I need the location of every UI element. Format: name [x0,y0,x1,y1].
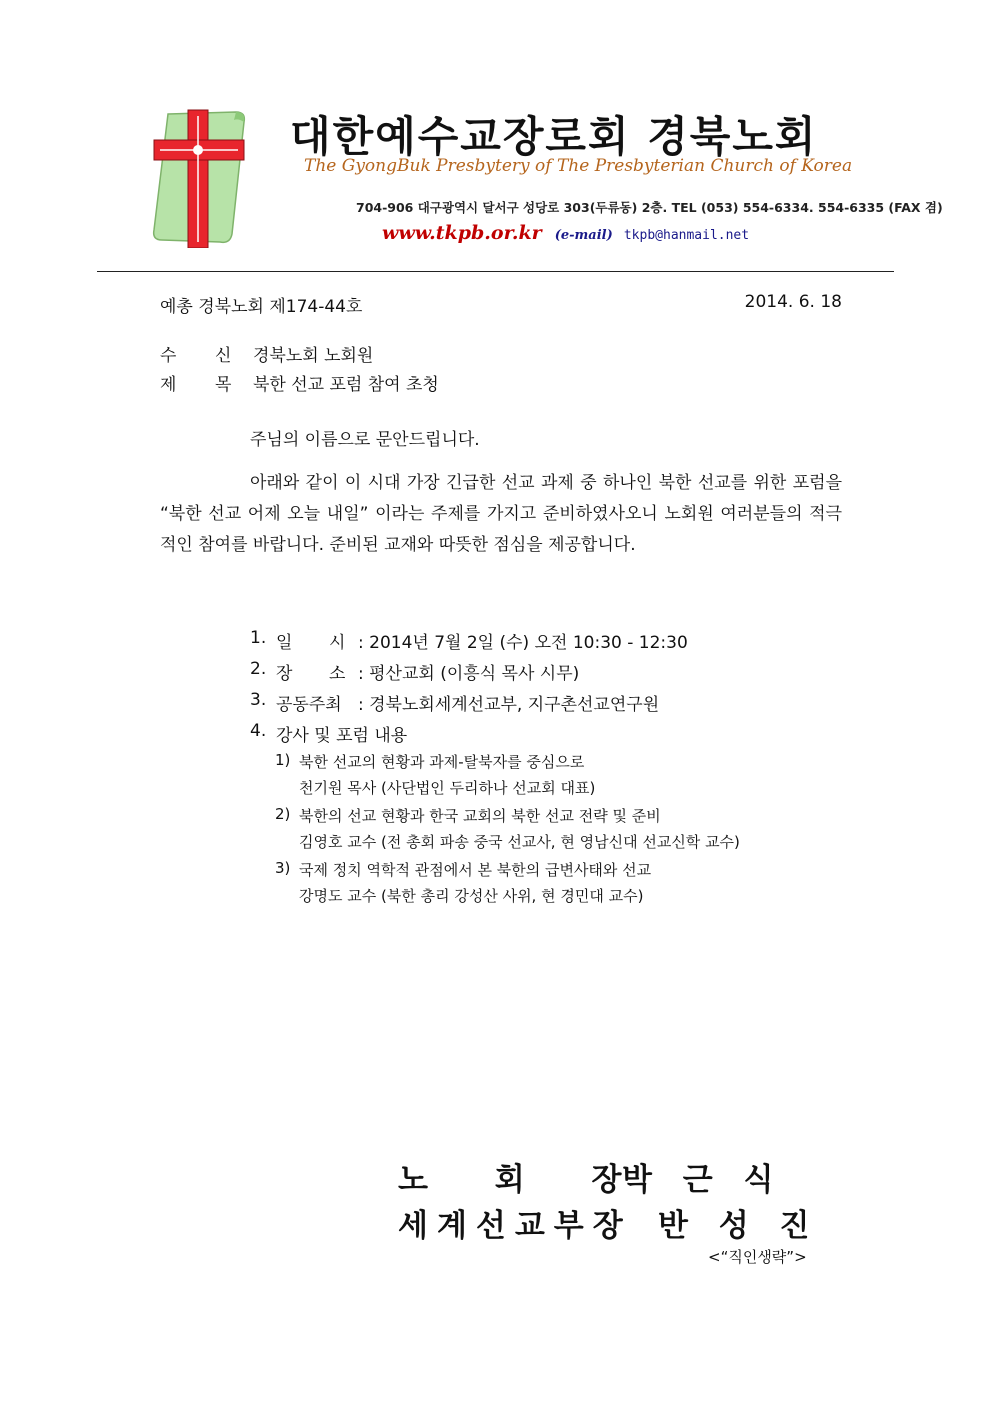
signer2-title: 세계선교부장 [398,1208,632,1244]
doc-date: 2014. 6. 18 [744,292,842,312]
body-text: 아래와 같이 이 시대 가장 긴급한 선교 과제 중 하나인 북한 선교를 위한 포럼을 “북한 선교 어제 오늘 내일” 이라는 주제를 가지고 준비하였사오니 노회원 여러분들의 적극적인 참여를 바랍니다. 준비된 교재와 따뜻한 점심을 제공합니다. [160,473,842,555]
recipient-label-2: 신 [215,346,232,366]
session1-topic: 북한 선교의 현황과 과제-탈북자를 중심으로 [299,753,585,771]
session3-num: 3) [275,859,291,877]
item4-num: 4. [250,721,267,741]
session2-speaker: 김영호 교수 (전 총회 파송 중국 선교사, 현 영남신대 선교신학 교수) [299,833,740,851]
session2-topic: 북한의 선교 현황과 한국 교회의 북한 선교 전략 및 준비 [299,807,661,825]
contact-row [382,222,749,244]
item2-label-a: 장 [276,664,293,684]
session2-num: 2) [275,805,291,823]
subject-label-2: 목 [215,375,232,395]
recipient: 경북노회 노회원 [253,346,374,366]
email-label: (e-mail) [554,228,613,243]
session1-speaker: 천기원 목사 (사단법인 두리하나 선교회 대표) [299,779,596,797]
item2-label-b: 소 [329,664,346,684]
greeting: 주님의 이름으로 문안드립니다. [250,430,480,450]
signer2-name: 반 성 진 [658,1208,810,1244]
cross-scroll-icon [150,108,250,248]
seal-omitted-note: <“직인생략”> [708,1248,807,1266]
body-paragraph [160,468,842,561]
header-divider [97,271,894,272]
item1-label-b: 시 [329,633,346,653]
website-link[interactable]: www.tkpb.or.kr [382,222,542,244]
item3-value: : 경북노회세계선교부, 지구촌선교연구원 [358,695,660,715]
signer1-name: 박 근 식 [622,1162,774,1198]
session1-num: 1) [275,751,291,769]
session3-speaker: 강명도 교수 (북한 총리 강성산 사위, 현 경민대 교수) [299,887,644,905]
item1-value: : 2014년 7월 2일 (수) 오전 10:30 - 12:30 [358,633,688,653]
item1-num: 1. [250,628,267,648]
subject: 북한 선교 포럼 참여 초청 [253,375,439,395]
org-address: 704-906 대구광역시 달서구 성당로 303(두류동) 2층. TEL (053) 554-6334. 554-6335 (FAX 겸) [356,200,943,215]
item3-num: 3. [250,690,267,710]
session3-topic: 국제 정치 역학적 관점에서 본 북한의 급변사태와 선교 [299,861,652,879]
signer1-title: 노 회 장 [398,1162,622,1198]
presbytery-logo [150,108,250,248]
item2-num: 2. [250,659,267,679]
org-name-english: The GyongBuk Presbytery of The Presbyterian Church of Korea [304,156,853,176]
item3-label: 공동주최 [276,695,342,715]
recipient-label-1: 수 [160,346,177,366]
subject-label-1: 제 [160,375,177,395]
item2-value: : 평산교회 (이흥식 목사 시무) [358,664,580,684]
item4-label: 강사 및 포럼 내용 [276,726,408,746]
item1-label-a: 일 [276,633,293,653]
org-name-korean: 대한예수교장로회 경북노회 [290,112,818,161]
doc-number: 예총 경북노회 제174-44호 [160,297,363,317]
email-link[interactable]: tkpb@hanmail.net [623,228,750,243]
